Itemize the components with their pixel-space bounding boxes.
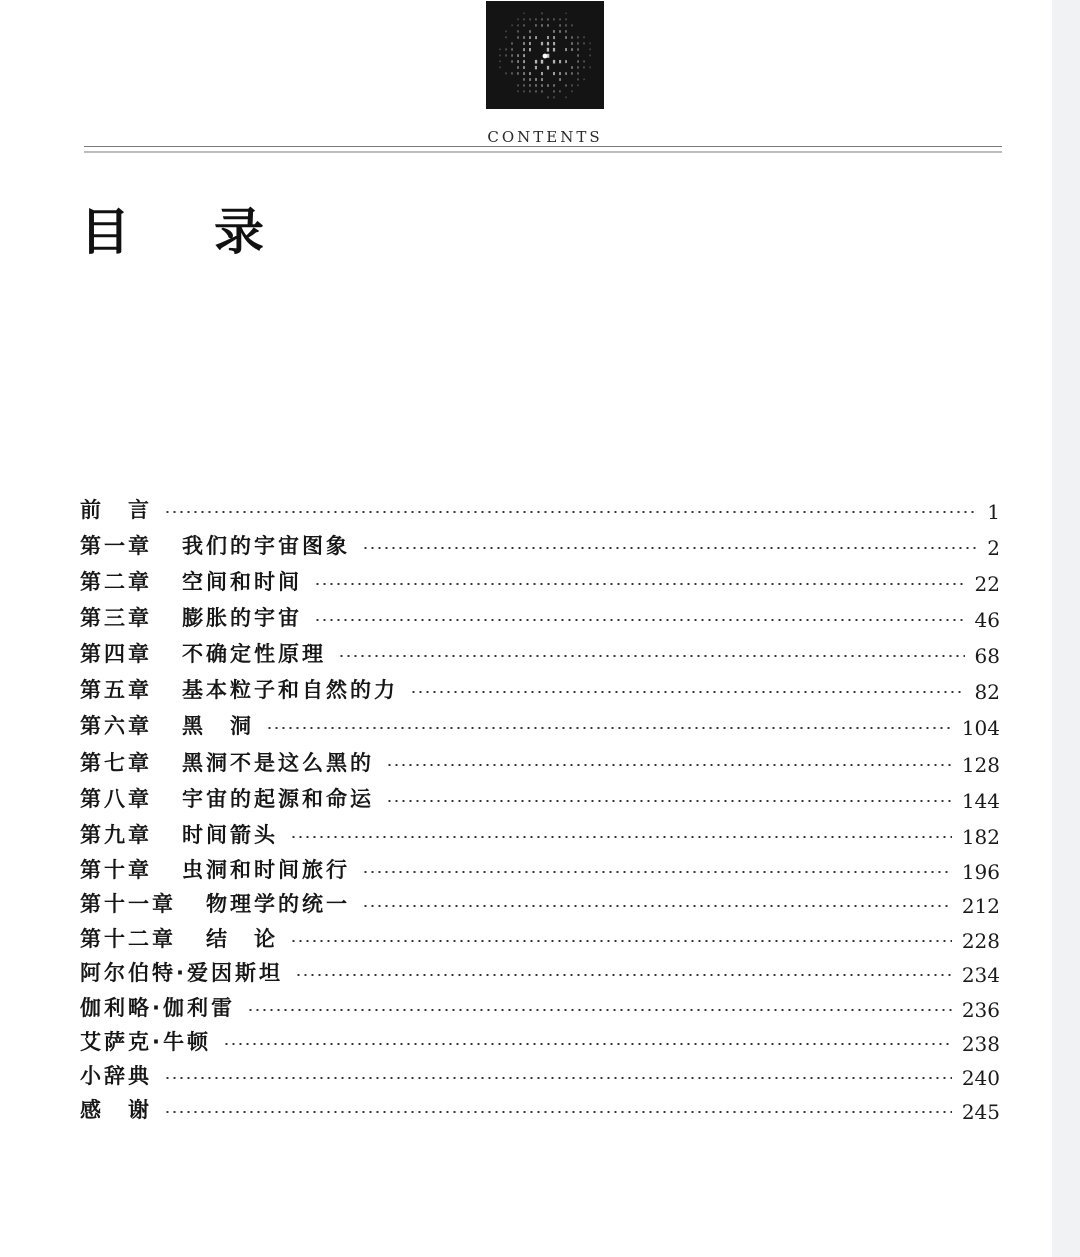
- toc-leader-dots: [410, 691, 965, 693]
- toc-page-number: 238: [961, 1031, 1000, 1056]
- toc-title: 黑 洞: [182, 714, 254, 738]
- toc-title: 宇宙的起源和命运: [182, 787, 374, 811]
- toc-chapter-label: 阿尔伯特·爱因斯坦: [80, 961, 283, 985]
- toc-title: 我们的宇宙图象: [182, 534, 350, 558]
- toc-title: 基本粒子和自然的力: [182, 678, 398, 702]
- toc-leader-dots: [386, 764, 952, 766]
- toc-entry[interactable]: [80, 636, 1000, 670]
- toc-title: 时间箭头: [182, 823, 278, 847]
- toc-page-number: 236: [961, 997, 1000, 1022]
- page-title-part2: 录: [214, 203, 264, 261]
- toc-leader-dots: [314, 583, 965, 585]
- toc-chapter-label: 第四章: [80, 642, 152, 666]
- toc-page-number: 104: [961, 715, 1000, 740]
- toc-page-number: 2: [987, 535, 1000, 560]
- toc-entry[interactable]: [80, 1024, 1000, 1058]
- toc-page-number: 128: [961, 752, 1000, 777]
- toc-page-number: 234: [961, 962, 1000, 987]
- toc-entry[interactable]: [80, 745, 1000, 779]
- page-title: [80, 202, 264, 262]
- toc-entry[interactable]: [80, 564, 1000, 598]
- toc-title: 虫洞和时间旅行: [182, 858, 350, 882]
- toc-leader-dots: [362, 547, 977, 549]
- page-title-part1: 目: [80, 203, 130, 261]
- toc-title: 结 论: [206, 927, 278, 951]
- toc-page-number: 228: [961, 928, 1000, 953]
- page-edge-strip: [1052, 0, 1080, 1257]
- toc-entry[interactable]: [80, 817, 1000, 851]
- toc-page-number: 1: [987, 499, 1000, 524]
- toc-page-number: 182: [961, 824, 1000, 849]
- toc-page-number: 196: [961, 859, 1000, 884]
- contents-label: CONTENTS: [487, 128, 603, 146]
- toc-page-number: 46: [974, 607, 1000, 632]
- toc-leader-dots: [338, 655, 965, 657]
- toc-chapter-label: 第五章: [80, 678, 152, 702]
- toc-chapter-label: 感 谢: [80, 1098, 152, 1122]
- toc-chapter-label: 第六章: [80, 714, 152, 738]
- toc-entry[interactable]: [80, 492, 1000, 526]
- toc-title: 膨胀的宇宙: [182, 606, 302, 630]
- toc-leader-dots: [386, 800, 952, 802]
- toc-entry[interactable]: [80, 672, 1000, 706]
- toc-title: 物理学的统一: [206, 892, 350, 916]
- header-rule-shadow: [84, 151, 1002, 153]
- toc-page-number: 82: [974, 679, 1000, 704]
- toc-chapter-label: 第七章: [80, 751, 152, 775]
- toc-entry[interactable]: [80, 528, 1000, 562]
- toc-chapter-label: 前 言: [80, 498, 152, 522]
- toc-leader-dots: [290, 940, 952, 942]
- toc-entry[interactable]: [80, 600, 1000, 634]
- toc-leader-dots: [314, 619, 965, 621]
- toc-chapter-label: 第八章: [80, 787, 152, 811]
- toc-entry[interactable]: [80, 781, 1000, 815]
- toc-page-number: 245: [961, 1099, 1000, 1124]
- toc-chapter-label: 第十二章: [80, 927, 176, 951]
- toc-entry[interactable]: [80, 852, 1000, 886]
- toc-leader-dots: [164, 1077, 952, 1079]
- toc-page-number: 240: [961, 1065, 1000, 1090]
- toc-chapter-label: 第二章: [80, 570, 152, 594]
- starfield-emblem-icon: [486, 1, 604, 109]
- toc-entry[interactable]: [80, 708, 1000, 742]
- toc-chapter-label: 第十章: [80, 858, 152, 882]
- toc-chapter-label: 第三章: [80, 606, 152, 630]
- toc-leader-dots: [362, 905, 952, 907]
- toc-leader-dots: [295, 974, 952, 976]
- toc-leader-dots: [247, 1009, 952, 1011]
- toc-entry[interactable]: [80, 886, 1000, 920]
- toc-leader-dots: [266, 727, 952, 729]
- toc-entry[interactable]: [80, 990, 1000, 1024]
- header-rule: [84, 146, 1002, 147]
- toc-entry[interactable]: [80, 1058, 1000, 1092]
- toc-chapter-label: 伽利略·伽利雷: [80, 996, 235, 1020]
- toc-leader-dots: [362, 871, 952, 873]
- toc-entry[interactable]: [80, 1092, 1000, 1126]
- toc-chapter-label: 第十一章: [80, 892, 176, 916]
- toc-chapter-label: 第九章: [80, 823, 152, 847]
- toc-page-number: 22: [974, 571, 1000, 596]
- toc-title: 黑洞不是这么黑的: [182, 751, 374, 775]
- toc-entry[interactable]: [80, 955, 1000, 989]
- toc-chapter-label: 小辞典: [80, 1064, 152, 1088]
- toc-title: 空间和时间: [182, 570, 302, 594]
- toc-chapter-label: 艾萨克·牛顿: [80, 1030, 211, 1054]
- toc-page-number: 212: [961, 893, 1000, 918]
- toc-title: 不确定性原理: [182, 642, 326, 666]
- toc-leader-dots: [290, 836, 952, 838]
- toc-leader-dots: [164, 1111, 952, 1113]
- toc-chapter-label: 第一章: [80, 534, 152, 558]
- toc-leader-dots: [223, 1043, 952, 1045]
- toc-entry[interactable]: [80, 921, 1000, 955]
- toc-page-number: 144: [961, 788, 1000, 813]
- toc-page-number: 68: [974, 643, 1000, 668]
- toc-leader-dots: [164, 511, 977, 513]
